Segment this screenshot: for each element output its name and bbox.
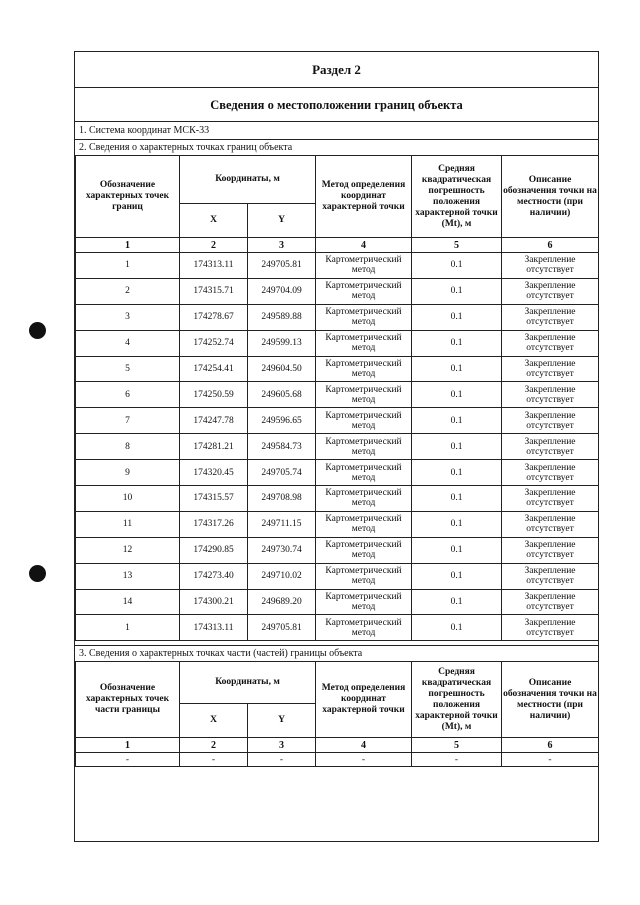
header-x: X [180,204,248,238]
table-row [76,278,599,304]
table-row [76,753,599,767]
cell-method: Картометрический метод [316,615,412,641]
cell-point: 1 [76,253,180,279]
cell-method: Картометрический метод [316,408,412,434]
cell-description: Закрепление отсутствует [502,486,599,512]
cell-method: Картометрический метод [316,304,412,330]
cell-error: 0.1 [412,589,502,615]
cell-x: 174250.59 [180,382,248,408]
cell-method: Картометрический метод [316,356,412,382]
cell-x: 174254.41 [180,356,248,382]
punch-hole-top [29,322,46,339]
cell-point: - [76,753,180,767]
table-row [76,330,599,356]
cell-point: 2 [76,278,180,304]
header-method: Метод определения координат характерной точки [316,156,412,238]
header-y: Y [248,204,316,238]
table-row [76,253,599,279]
cell-y: 249604.50 [248,356,316,382]
header-description: Описание обозначения точки на местности (при наличии) [502,662,599,738]
cell-point: 14 [76,589,180,615]
cell-x: 174290.85 [180,537,248,563]
cell-y: 249705.81 [248,615,316,641]
section-title: Раздел 2 [312,62,361,77]
cell-description: Закрепление отсутствует [502,615,599,641]
table-row [76,511,599,537]
cell-point: 1 [76,615,180,641]
cell-x: - [180,753,248,767]
cell-description: Закрепление отсутствует [502,304,599,330]
col-number: 5 [412,738,502,753]
cell-method: Картометрический метод [316,460,412,486]
table-row [76,382,599,408]
cell-x: 174278.67 [180,304,248,330]
cell-point: 11 [76,511,180,537]
col-number: 2 [180,738,248,753]
cell-x: 174313.11 [180,253,248,279]
cell-error: 0.1 [412,382,502,408]
cell-description: Закрепление отсутствует [502,330,599,356]
col-number: 6 [502,238,599,253]
table-row [76,460,599,486]
section-subtitle: Сведения о местоположении границ объекта [75,87,598,121]
cell-y: 249689.20 [248,589,316,615]
col-number: 4 [316,238,412,253]
punch-hole-bottom [29,565,46,582]
cell-x: 174315.71 [180,278,248,304]
cell-y: 249596.65 [248,408,316,434]
header-error: Средняя квадратическая погрешность положения характерной точки (Mt), м [412,662,502,738]
cell-description: Закрепление отсутствует [502,537,599,563]
col-number: 2 [180,238,248,253]
cell-y: 249730.74 [248,537,316,563]
header-method: Метод определения координат характерной точки [316,662,412,738]
table-row [76,356,599,382]
cell-method: Картометрический метод [316,537,412,563]
cell-point: 3 [76,304,180,330]
table-row [76,434,599,460]
cell-error: 0.1 [412,434,502,460]
cell-x: 174300.21 [180,589,248,615]
cell-point: 9 [76,460,180,486]
part2-title: 2. Сведения о характерных точках границ объекта [75,139,598,155]
cell-error: 0.1 [412,537,502,563]
cell-y: 249710.02 [248,563,316,589]
cell-method: Картометрический метод [316,511,412,537]
col-number: 1 [76,738,180,753]
cell-y: 249711.15 [248,511,316,537]
cell-error: 0.1 [412,304,502,330]
cell-method: - [316,753,412,767]
cell-point: 5 [76,356,180,382]
cell-method: Картометрический метод [316,563,412,589]
cell-error: 0.1 [412,615,502,641]
cell-point: 6 [76,382,180,408]
points-table [75,155,599,641]
cell-description: Закрепление отсутствует [502,408,599,434]
header-description: Описание обозначения точки на местности (при наличии) [502,156,599,238]
header-coords: Координаты, м [180,156,316,204]
col-number: 3 [248,238,316,253]
cell-description: Закрепление отсутствует [502,382,599,408]
cell-error: 0.1 [412,511,502,537]
cell-error: 0.1 [412,563,502,589]
cell-error: 0.1 [412,356,502,382]
header-point-part: Обозначение характерных точек части границы [76,662,180,738]
header-error: Средняя квадратическая погрешность положения характерной точки (Mt), м [412,156,502,238]
cell-y: 249589.88 [248,304,316,330]
cell-description: Закрепление отсутствует [502,356,599,382]
col-number: 4 [316,738,412,753]
table-row [76,408,599,434]
cell-x: 174252.74 [180,330,248,356]
cell-y: 249704.09 [248,278,316,304]
cell-point: 4 [76,330,180,356]
cell-error: 0.1 [412,330,502,356]
cell-point: 10 [76,486,180,512]
cell-method: Картометрический метод [316,253,412,279]
header-x: X [180,704,248,738]
cell-method: Картометрический метод [316,434,412,460]
cell-y: 249705.81 [248,253,316,279]
part-points-table [75,661,599,767]
header-y: Y [248,704,316,738]
cell-error: 0.1 [412,460,502,486]
cell-method: Картометрический метод [316,382,412,408]
cell-point: 13 [76,563,180,589]
cell-x: 174313.11 [180,615,248,641]
part3-title: 3. Сведения о характерных точках части (частей) границы объекта [75,645,598,661]
table-row [76,615,599,641]
cell-method: Картометрический метод [316,330,412,356]
cell-method: Картометрический метод [316,486,412,512]
cell-description: - [502,753,599,767]
col-number: 5 [412,238,502,253]
col-number: 3 [248,738,316,753]
cell-error: 0.1 [412,486,502,512]
cell-description: Закрепление отсутствует [502,253,599,279]
table-row [76,304,599,330]
cell-description: Закрепление отсутствует [502,434,599,460]
cell-error: 0.1 [412,253,502,279]
cell-x: 174317.26 [180,511,248,537]
cell-point: 8 [76,434,180,460]
header-coords: Координаты, м [180,662,316,704]
document-page [74,51,599,842]
header-point: Обозначение характерных точек границ [76,156,180,238]
col-number: 1 [76,238,180,253]
cell-x: 174273.40 [180,563,248,589]
cell-description: Закрепление отсутствует [502,563,599,589]
cell-method: Картометрический метод [316,589,412,615]
cell-x: 174315.57 [180,486,248,512]
cell-error: 0.1 [412,278,502,304]
cell-point: 12 [76,537,180,563]
cell-error: - [412,753,502,767]
cell-error: 0.1 [412,408,502,434]
cell-x: 174281.21 [180,434,248,460]
table-row [76,563,599,589]
cell-y: 249584.73 [248,434,316,460]
cell-description: Закрепление отсутствует [502,460,599,486]
cell-description: Закрепление отсутствует [502,589,599,615]
cell-y: 249708.98 [248,486,316,512]
cell-point: 7 [76,408,180,434]
col-number: 6 [502,738,599,753]
cell-y: - [248,753,316,767]
cell-x: 174247.78 [180,408,248,434]
coord-system: 1. Система координат МСК-33 [75,121,598,139]
cell-y: 249605.68 [248,382,316,408]
table-row [76,589,599,615]
cell-description: Закрепление отсутствует [502,278,599,304]
cell-y: 249705.74 [248,460,316,486]
cell-x: 174320.45 [180,460,248,486]
cell-y: 249599.13 [248,330,316,356]
table-row [76,486,599,512]
table-row [76,537,599,563]
cell-method: Картометрический метод [316,278,412,304]
cell-description: Закрепление отсутствует [502,511,599,537]
